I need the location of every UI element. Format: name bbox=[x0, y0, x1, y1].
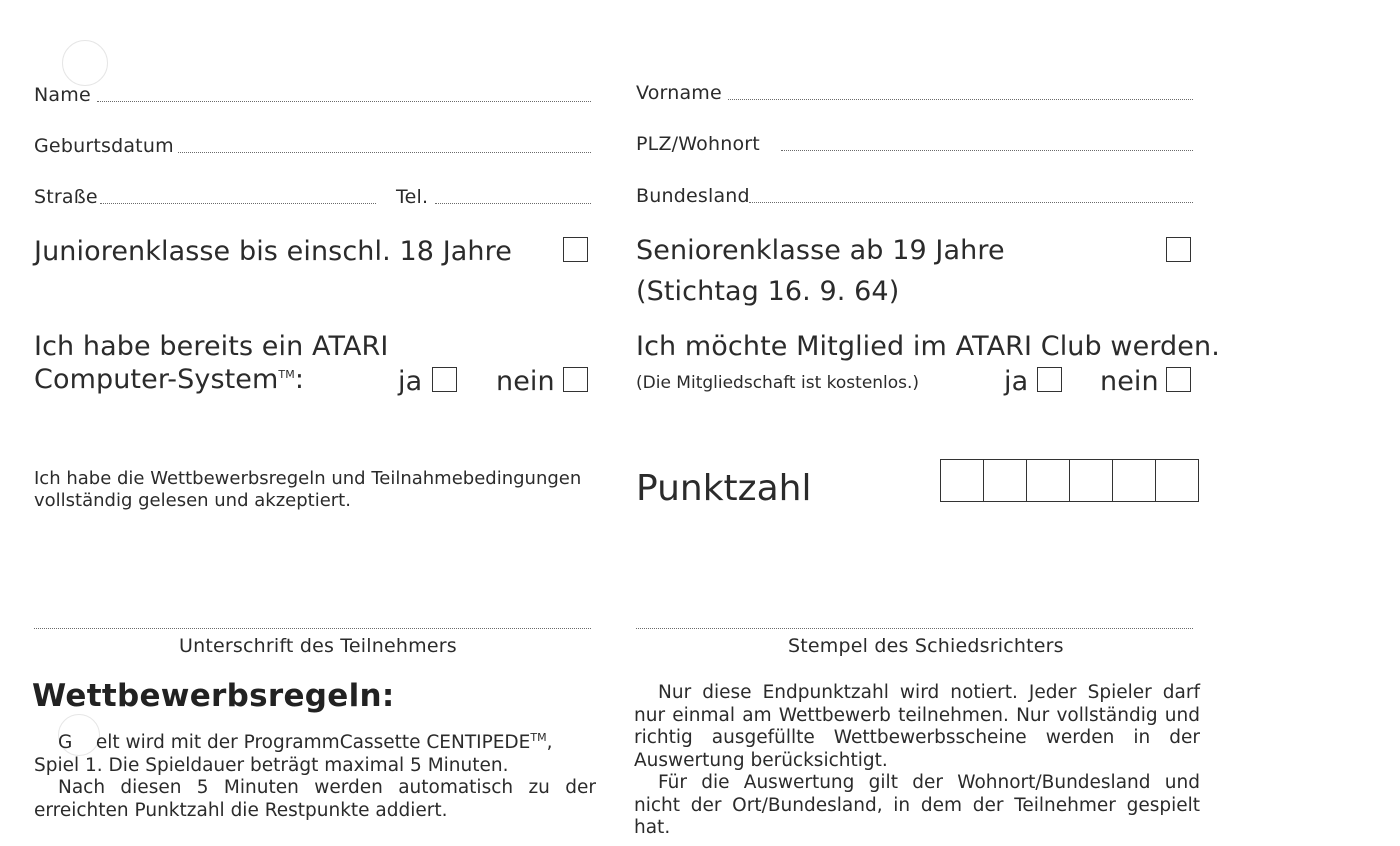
rules-left-text bbox=[34, 727, 596, 822]
rules-paragraph: Spiel 1. Die Spieldauer beträgt maximal 5 Minuten. bbox=[34, 754, 509, 776]
punch-hole-mark bbox=[62, 40, 108, 86]
participant-signature-line[interactable] bbox=[34, 628, 591, 629]
club-note: (Die Mitgliedschaft ist kostenlos.) bbox=[636, 373, 920, 393]
rules-right-text bbox=[634, 682, 1200, 840]
tel-field[interactable] bbox=[435, 203, 591, 204]
geburtsdatum-label: Geburtsdatum bbox=[34, 135, 174, 157]
vorname-field[interactable] bbox=[728, 99, 1193, 100]
acceptance-line2: vollständig gelesen und akzeptiert. bbox=[34, 490, 351, 511]
atari-ja-label: ja bbox=[398, 366, 423, 397]
bundesland-label: Bundesland bbox=[636, 185, 750, 207]
vorname-label: Vorname bbox=[636, 82, 722, 104]
geburtsdatum-field[interactable] bbox=[178, 152, 591, 153]
strasse-field[interactable] bbox=[100, 203, 376, 204]
score-label: Punktzahl bbox=[636, 468, 812, 509]
club-nein-label: nein bbox=[1100, 366, 1159, 397]
name-field[interactable] bbox=[97, 101, 591, 102]
score-boxes[interactable] bbox=[940, 459, 1199, 502]
tel-label: Tel. bbox=[396, 186, 429, 208]
rules-title: Wettbewerbsregeln: bbox=[32, 678, 395, 714]
club-nein-checkbox[interactable] bbox=[1166, 367, 1191, 392]
rules-paragraph: Nach diesen 5 Minuten werden automatisch zu der erreichten Punktzahl die Restpunkte addiert. bbox=[34, 777, 596, 821]
trademark-mark: TM bbox=[530, 731, 547, 744]
junior-class-label: Juniorenklasse bis einschl. 18 Jahre bbox=[34, 236, 512, 267]
atari-question-line1: Ich habe bereits ein ATARI bbox=[34, 331, 389, 362]
senior-class-note: (Stichtag 16. 9. 64) bbox=[636, 276, 900, 307]
club-question: Ich möchte Mitglied im ATARI Club werden. bbox=[636, 331, 1220, 362]
score-digit-box[interactable] bbox=[941, 460, 984, 501]
score-digit-box[interactable] bbox=[1113, 460, 1156, 501]
participant-signature-label: Unterschrift des Teilnehmers bbox=[179, 635, 457, 657]
atari-question-line2: Computer-System™: bbox=[34, 364, 305, 395]
trademark-mark: TM bbox=[278, 368, 295, 381]
atari-nein-checkbox[interactable] bbox=[563, 367, 588, 392]
senior-class-label: Seniorenklasse ab 19 Jahre bbox=[636, 235, 1005, 266]
score-digit-box[interactable] bbox=[1070, 460, 1113, 501]
club-ja-checkbox[interactable] bbox=[1037, 367, 1062, 392]
bundesland-field[interactable] bbox=[749, 202, 1193, 203]
atari-nein-label: nein bbox=[496, 366, 555, 397]
plz-wohnort-field[interactable] bbox=[781, 150, 1193, 151]
rules-paragraph: G elt wird mit der ProgrammCassette CENTIPEDE™, bbox=[58, 731, 553, 754]
junior-class-checkbox[interactable] bbox=[563, 237, 588, 262]
score-digit-box[interactable] bbox=[984, 460, 1027, 501]
score-digit-box[interactable] bbox=[1156, 460, 1198, 501]
score-digit-box[interactable] bbox=[1027, 460, 1070, 501]
referee-stamp-label: Stempel des Schiedsrichters bbox=[788, 635, 1064, 657]
plz-wohnort-label: PLZ/Wohnort bbox=[636, 133, 760, 155]
acceptance-line1: Ich habe die Wettbewerbsregeln und Teilnahmebedingungen bbox=[34, 468, 582, 489]
rules-paragraph: Nur diese Endpunktzahl wird notiert. Jeder Spieler darf nur einmal am Wettbewerb teilnehmen. Nur vollständig und richtig ausgefüllte Wettbewerbsscheine werden in der Auswertung berücksichtigt. bbox=[634, 682, 1200, 771]
senior-class-checkbox[interactable] bbox=[1166, 237, 1191, 262]
strasse-label: Straße bbox=[34, 186, 98, 208]
club-ja-label: ja bbox=[1004, 366, 1029, 397]
atari-ja-checkbox[interactable] bbox=[432, 367, 457, 392]
rules-paragraph: Für die Auswertung gilt der Wohnort/Bundesland und nicht der Ort/Bundesland, in dem der Teilnehmer gespielt hat. bbox=[634, 772, 1200, 838]
name-label: Name bbox=[34, 84, 91, 106]
referee-stamp-line[interactable] bbox=[636, 628, 1193, 629]
